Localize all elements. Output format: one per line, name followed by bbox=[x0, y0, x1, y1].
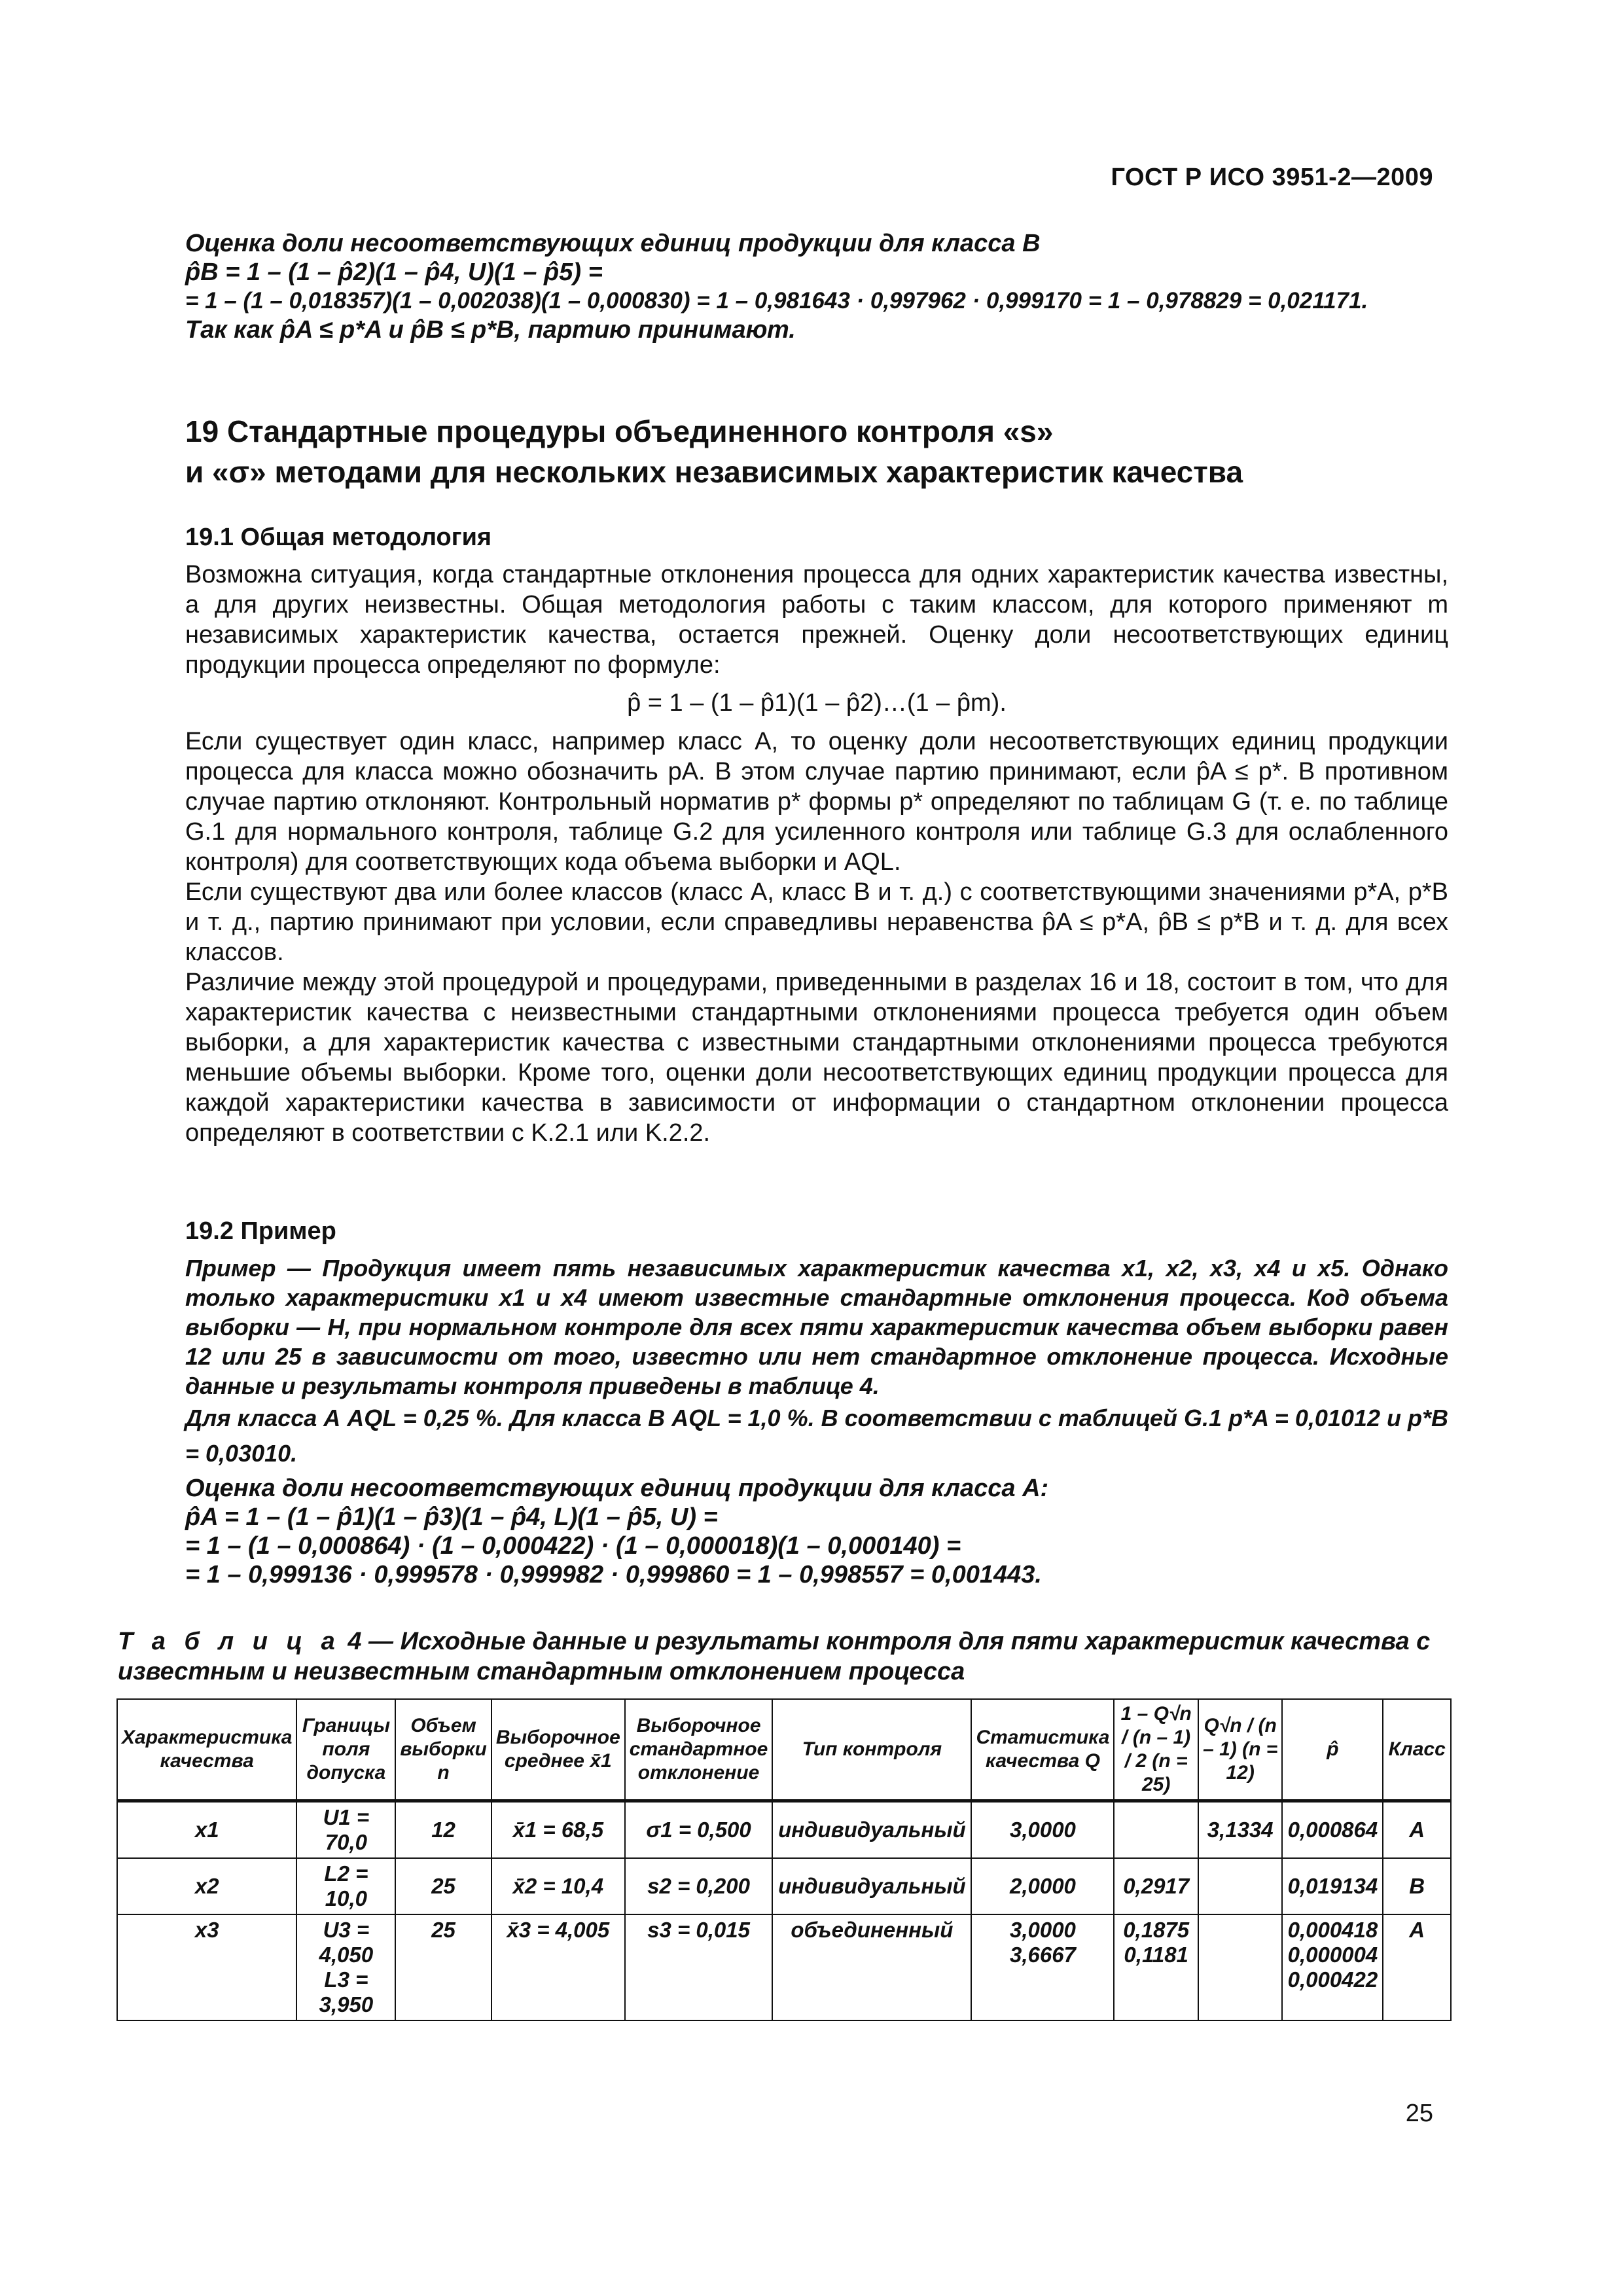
cell-f12 bbox=[1198, 1858, 1283, 1914]
cell-char: x2 bbox=[117, 1858, 296, 1914]
aql-text: Для класса А AQL = 0,25 %. Для класса В AQL = 1,0 %. В соответствии с таблицей G.1 p*A = 0,01012 и p*B = 0,03010. bbox=[185, 1405, 1448, 1467]
cell-char: x3 bbox=[117, 1914, 296, 2020]
paragraph-4: Различие между этой процедурой и процедурами, приведенными в разделах 16 и 18, состоит в том, что для характеристик качества с неизвестными стандартными отклонениями процесса требуется один объем выборки, а для характеристик качества с известными стандартными отклонениями процесса требуются меньшие объемы выборки. Кроме того, оценки доли несоответствующих единиц продукции процесса для каждой характеристики качества в зависимости от информации о стандартном отклонении процесса определяют в соответствии с K.2.1 или K.2.2. bbox=[185, 969, 1448, 1147]
cell-type: объединенный bbox=[772, 1914, 971, 2020]
cell-sd: s3 = 0,015 bbox=[625, 1914, 773, 2020]
table-caption-text: 4 — Исходные данные и результаты контроля для пяти характеристик качества с известным и неизвестным стандартным отклонением процесса bbox=[118, 1628, 1431, 1685]
estimate-b-block bbox=[185, 229, 1448, 344]
cell-limits: L2 = 10,0 bbox=[296, 1858, 395, 1914]
results-table bbox=[116, 1698, 1452, 2021]
cell-p: 0,000418 0,000004 0,000422 bbox=[1282, 1914, 1383, 2020]
cell-class: A bbox=[1383, 1801, 1451, 1859]
header-quality-statistic: Статистика качества Q bbox=[971, 1699, 1114, 1801]
document-code: ГОСТ Р ИСО 3951-2—2009 bbox=[1111, 164, 1433, 191]
general-formula: p̂ = 1 – (1 – p̂1)(1 – p̂2)…(1 – p̂m). bbox=[627, 689, 1007, 717]
estimate-a-line3: = 1 – 0,999136 · 0,999578 · 0,999982 · 0,999860 = 1 – 0,998557 = 0,001443. bbox=[185, 1561, 1042, 1588]
subsection-19-1-title: 19.1 Общая методология bbox=[185, 524, 492, 551]
cell-sd: σ1 = 0,500 bbox=[625, 1801, 773, 1859]
header-formula-n25: 1 – Q√n / (n – 1) / 2 (n = 25) bbox=[1114, 1699, 1198, 1801]
table-caption-prefix: Т а б л и ц а bbox=[118, 1628, 341, 1655]
estimate-a-line2: = 1 – (1 – 0,000864) · (1 – 0,000422) · (1 – 0,000018)(1 – 0,000140) = bbox=[185, 1532, 961, 1560]
cell-sd: s2 = 0,200 bbox=[625, 1858, 773, 1914]
subsection-19-1 bbox=[185, 524, 1448, 1148]
cell-f25 bbox=[1114, 1801, 1198, 1859]
section-title-line2: и «σ» методами для нескольких независимых характеристик качества bbox=[185, 455, 1243, 489]
cell-n: 12 bbox=[395, 1801, 491, 1859]
cell-type: индивидуальный bbox=[772, 1858, 971, 1914]
example-text: Пример — Продукция имеет пять независимых характеристик качества x1, x2, x3, x4 и x5. Однако только характеристики x1 и x4 имеют известные стандартные отклонения процесса. Код объема выборки — H, при нормальном контроле для всех пяти характеристик качества объем выборки равен 12 или 25 в зависимости от того, известно или нет стандартное отклонение процесса. Исходные данные и результаты контроля приведены в таблице 4. bbox=[185, 1255, 1448, 1399]
estimate-b-heading: Оценка доли несоответствующих единиц продукции для класса В bbox=[185, 230, 1041, 257]
cell-mean: x̄3 = 4,005 bbox=[491, 1914, 625, 2020]
cell-char: x1 bbox=[117, 1801, 296, 1859]
cell-n: 25 bbox=[395, 1914, 491, 2020]
header-limits: Границы поля допуска bbox=[296, 1699, 395, 1801]
header-class: Класс bbox=[1383, 1699, 1451, 1801]
header-sample-sd: Выборочное стандартное отклонение bbox=[625, 1699, 773, 1801]
cell-n: 25 bbox=[395, 1858, 491, 1914]
header-control-type: Тип контроля bbox=[772, 1699, 971, 1801]
cell-limits: U3 = 4,050 L3 = 3,950 bbox=[296, 1914, 395, 2020]
cell-q: 3,0000 bbox=[971, 1801, 1114, 1859]
estimate-a-heading: Оценка доли несоответствующих единиц продукции для класса А: bbox=[185, 1475, 1049, 1502]
cell-f12: 3,1334 bbox=[1198, 1801, 1283, 1859]
cell-class: B bbox=[1383, 1858, 1451, 1914]
table-header-row bbox=[117, 1699, 1451, 1801]
cell-limits: U1 = 70,0 bbox=[296, 1801, 395, 1859]
header-sample-mean: Выборочное среднее x̄1 bbox=[491, 1699, 625, 1801]
header-characteristic: Характеристика качества bbox=[117, 1699, 296, 1801]
cell-f25: 0,1875 0,1181 bbox=[1114, 1914, 1198, 2020]
section-title bbox=[185, 411, 1243, 492]
table-row bbox=[117, 1801, 1451, 1859]
subsection-19-2-title: 19.2 Пример bbox=[185, 1217, 336, 1245]
header-sample-size: Объем выборки n bbox=[395, 1699, 491, 1801]
cell-class: A bbox=[1383, 1914, 1451, 2020]
cell-q: 2,0000 bbox=[971, 1858, 1114, 1914]
cell-mean: x̄1 = 68,5 bbox=[491, 1801, 625, 1859]
cell-type: индивидуальный bbox=[772, 1801, 971, 1859]
paragraph-1: Возможна ситуация, когда стандартные отклонения процесса для одних характеристик качества известны, а для других неизвестны. Общая методология работы с таким классом, для которого применяют m независимых характеристик качества, остается прежней. Оценку доли несоответствующих единиц продукции процесса определяют по формуле: bbox=[185, 561, 1448, 679]
cell-f12 bbox=[1198, 1914, 1283, 2020]
estimate-b-line2: = 1 – (1 – 0,018357)(1 – 0,002038)(1 – 0,000830) = 1 – 0,981643 · 0,997962 · 0,999170 = 1 – 0,978829 = 0,021171. bbox=[185, 288, 1368, 314]
cell-p: 0,000864 bbox=[1282, 1801, 1383, 1859]
subsection-19-2 bbox=[185, 1217, 1448, 1589]
table-row bbox=[117, 1858, 1451, 1914]
table-caption bbox=[118, 1626, 1450, 1687]
paragraph-3: Если существуют два или более классов (класс А, класс В и т. д.) с соответствующими значениями p*A, p*B и т. д., партию принимают при условии, если справедливы неравенства p̂A ≤ p*A, p̂B ≤ p*B и т. д. для всех классов. bbox=[185, 878, 1448, 966]
estimate-a-line1: p̂A = 1 – (1 – p̂1)(1 – p̂3)(1 – p̂4, L)(1 – p̂5, U) = bbox=[185, 1503, 718, 1531]
header-formula-n12: Q√n / (n – 1) (n = 12) bbox=[1198, 1699, 1283, 1801]
header-p-hat: p̂ bbox=[1282, 1699, 1383, 1801]
estimate-b-line1: p̂B = 1 – (1 – p̂2)(1 – p̂4, U)(1 – p̂5) = bbox=[185, 259, 603, 286]
paragraph-2: Если существует один класс, например класс А, то оценку доли несоответствующих единиц продукции процесса для класса можно обозначить pA. В этом случае партию принимают, если p̂A ≤ p*. В противном случае партию отклоняют. Контрольный норматив p* формы p* определяют по таблицам G (т. е. по таблице G.1 для нормального контроля, таблице G.2 для усиленного контроля или таблице G.3 для ослабленного контроля) для соответствующих кода объема выборки и AQL. bbox=[185, 728, 1448, 876]
page-number: 25 bbox=[1405, 2100, 1433, 2127]
cell-q: 3,0000 3,6667 bbox=[971, 1914, 1114, 2020]
cell-mean: x̄2 = 10,4 bbox=[491, 1858, 625, 1914]
cell-f25: 0,2917 bbox=[1114, 1858, 1198, 1914]
section-title-line1: 19 Стандартные процедуры объединенного контроля «s» bbox=[185, 414, 1054, 448]
cell-p: 0,019134 bbox=[1282, 1858, 1383, 1914]
table-row bbox=[117, 1914, 1451, 2020]
estimate-b-line3: Так как p̂A ≤ p*A и p̂B ≤ p*B, партию принимают. bbox=[185, 316, 796, 344]
